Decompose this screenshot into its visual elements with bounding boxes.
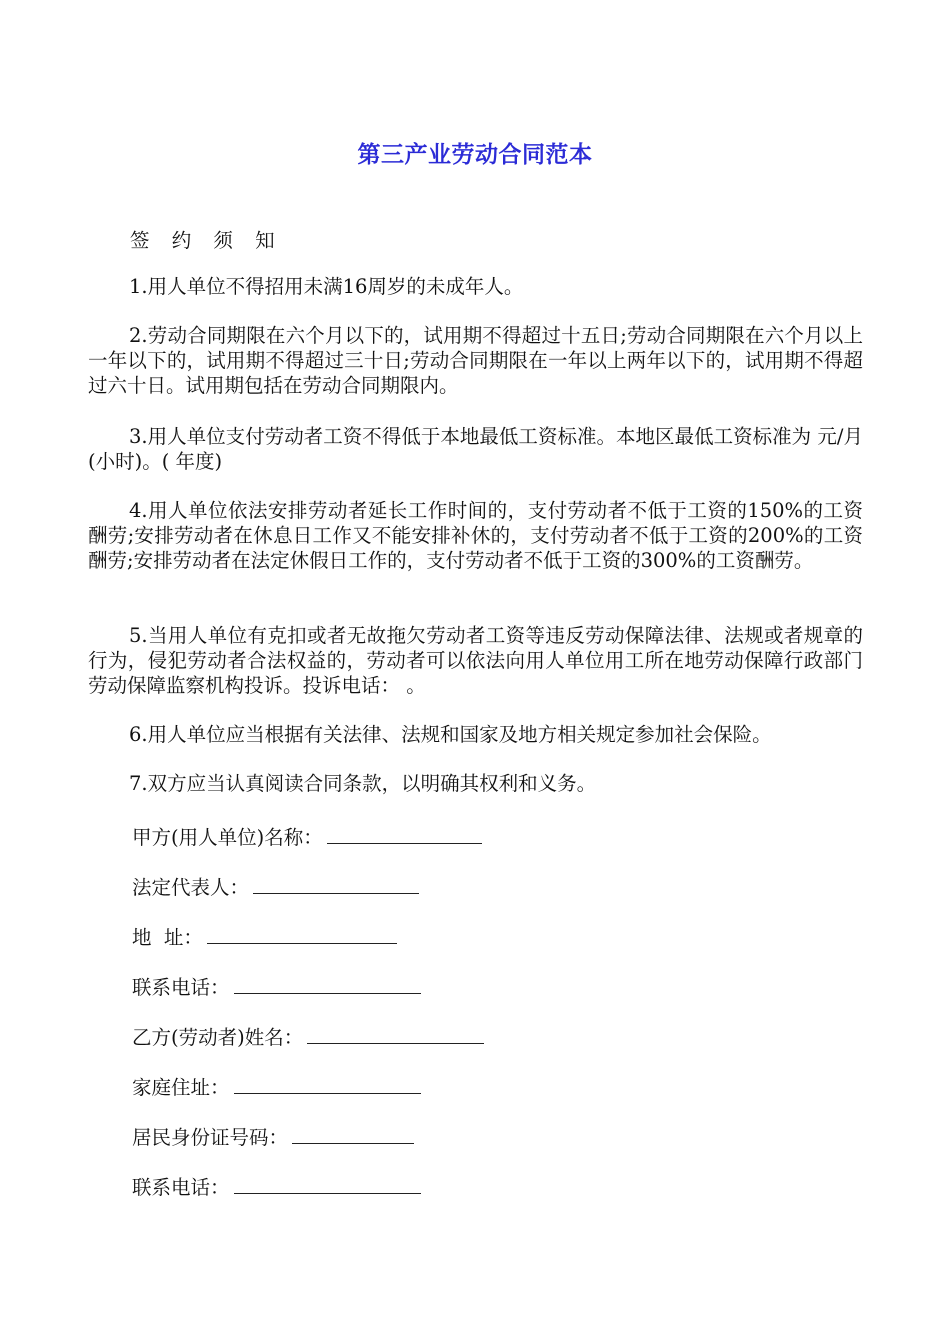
employee-name-label: 乙方(劳动者)姓名： bbox=[132, 1026, 304, 1049]
clause-2: 2.劳动合同期限在六个月以下的，试用期不得超过十五日;劳动合同期限在六个月以上一年以下的，试用期不得超过三十日;劳动合同期限在一年以上两年以下的，试用期不得超过六十日。试用期包括在劳动合同期限内。 bbox=[88, 324, 863, 397]
employer-name-field bbox=[132, 822, 482, 850]
notice-heading: 签 约 须 知 bbox=[130, 229, 283, 252]
clause-4: 4.用人单位依法安排劳动者延长工作时间的，支付劳动者不低于工资的150%的工资酬劳;安排劳动者在休息日工作又不能安排补休的，支付劳动者不低于工资的200%的工资酬劳;安排劳动者在法定休假日工作的，支付劳动者不低于工资的300%的工资酬劳。 bbox=[88, 499, 863, 572]
document-title: 第三产业劳动合同范本 bbox=[357, 142, 593, 168]
employer-name-label: 甲方(用人单位)名称： bbox=[132, 826, 323, 849]
legal-representative-field bbox=[132, 872, 419, 900]
employee-name-blank[interactable] bbox=[307, 1025, 484, 1044]
employer-address-blank[interactable] bbox=[207, 925, 397, 944]
employer-name-blank[interactable] bbox=[327, 825, 482, 844]
clause-1: 1.用人单位不得招用未满16周岁的未成年人。 bbox=[129, 275, 524, 298]
home-address-label: 家庭住址： bbox=[132, 1076, 230, 1099]
employee-name-field bbox=[132, 1022, 484, 1050]
employer-phone-field bbox=[132, 972, 421, 1000]
legal-representative-blank[interactable] bbox=[253, 875, 419, 894]
clause-7: 7.双方应当认真阅读合同条款，以明确其权利和义务。 bbox=[129, 772, 597, 795]
clause-5: 5.当用人单位有克扣或者无故拖欠劳动者工资等违反劳动保障法律、法规或者规章的行为，侵犯劳动者合法权益的，劳动者可以依法向用人单位用工所在地劳动保障行政部门劳动保障监察机构投诉。投诉电话： 。 bbox=[88, 624, 863, 697]
clause-3: 3.用人单位支付劳动者工资不得低于本地最低工资标准。本地区最低工资标准为 元/月(小时)。( 年度) bbox=[88, 425, 863, 473]
employer-address-field bbox=[132, 922, 397, 950]
legal-representative-label: 法定代表人： bbox=[132, 876, 250, 899]
employer-phone-blank[interactable] bbox=[234, 975, 421, 994]
employer-address-label: 地 址： bbox=[132, 926, 203, 949]
home-address-field bbox=[132, 1072, 421, 1100]
employee-phone-field bbox=[132, 1172, 421, 1200]
employee-phone-label: 联系电话： bbox=[132, 1176, 230, 1199]
id-number-field bbox=[132, 1122, 414, 1150]
employer-phone-label: 联系电话： bbox=[132, 976, 230, 999]
id-number-label: 居民身份证号码： bbox=[132, 1126, 289, 1149]
id-number-blank[interactable] bbox=[292, 1125, 414, 1144]
employee-phone-blank[interactable] bbox=[234, 1175, 421, 1194]
home-address-blank[interactable] bbox=[234, 1075, 421, 1094]
clause-6: 6.用人单位应当根据有关法律、法规和国家及地方相关规定参加社会保险。 bbox=[129, 723, 772, 746]
